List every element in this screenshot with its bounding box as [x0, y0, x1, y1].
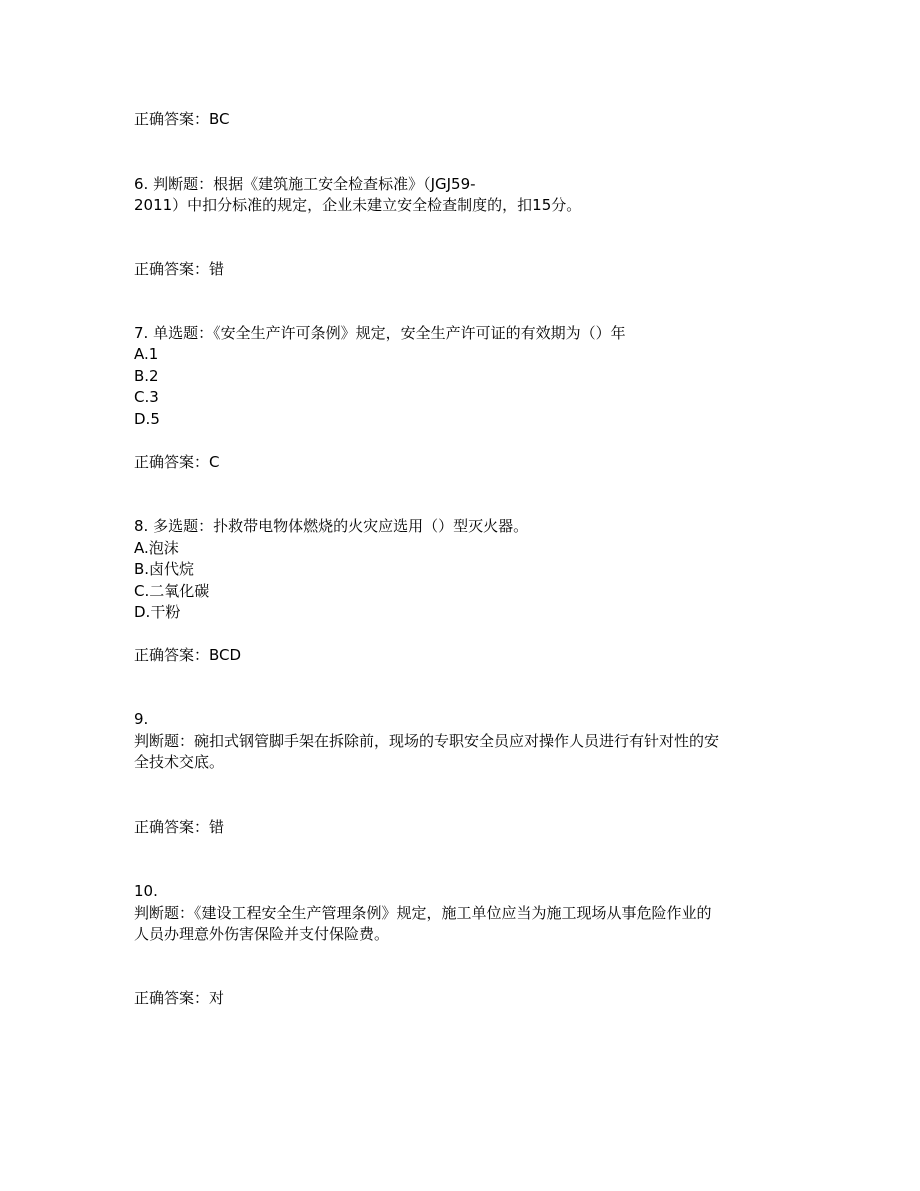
- answer-7: 正确答案：C: [134, 453, 220, 471]
- question-7-stem: 7. 单选题：《安全生产许可条例》规定，安全生产许可证的有效期为（）年: [134, 324, 626, 342]
- answer-9: 正确答案：错: [134, 818, 225, 836]
- answer-10: 正确答案：对: [134, 989, 225, 1007]
- question-8-option-c: C.二氧化碳: [134, 582, 210, 600]
- question-7-option-b: B.2: [134, 367, 159, 385]
- question-9-number: 9.: [134, 710, 149, 728]
- question-10-line-1: 判断题：《建设工程安全生产管理条例》规定，施工单位应当为施工现场从事危险作业的: [134, 904, 712, 922]
- answer-8: 正确答案：BCD: [134, 646, 242, 664]
- question-8-option-d: D.干粉: [134, 603, 181, 621]
- question-6-line-1: 6. 判断题：根据《建筑施工安全检查标准》（JGJ59-: [134, 175, 476, 193]
- question-6-line-2: 2011）中扣分标准的规定，企业未建立安全检查制度的，扣15分。: [134, 196, 582, 214]
- question-10-line-2: 人员办理意外伤害保险并支付保险费。: [134, 925, 390, 943]
- question-8-stem: 8. 多选题：扑救带电物体燃烧的火灾应选用（）型灭火器。: [134, 517, 529, 535]
- question-8-option-a: A.泡沫: [134, 539, 179, 557]
- question-7-option-c: C.3: [134, 388, 159, 406]
- question-8-option-b: B.卤代烷: [134, 560, 195, 578]
- question-7-option-a: A.1: [134, 345, 159, 363]
- question-9-line-1: 判断题：碗扣式钢管脚手架在拆除前，现场的专职安全员应对操作人员进行有针对性的安: [134, 732, 720, 750]
- question-10-number: 10.: [134, 882, 158, 900]
- answer-6: 正确答案：错: [134, 260, 225, 278]
- answer-5: 正确答案：BC: [134, 110, 230, 128]
- question-7-option-d: D.5: [134, 410, 160, 428]
- question-9-line-2: 全技术交底。: [134, 753, 225, 771]
